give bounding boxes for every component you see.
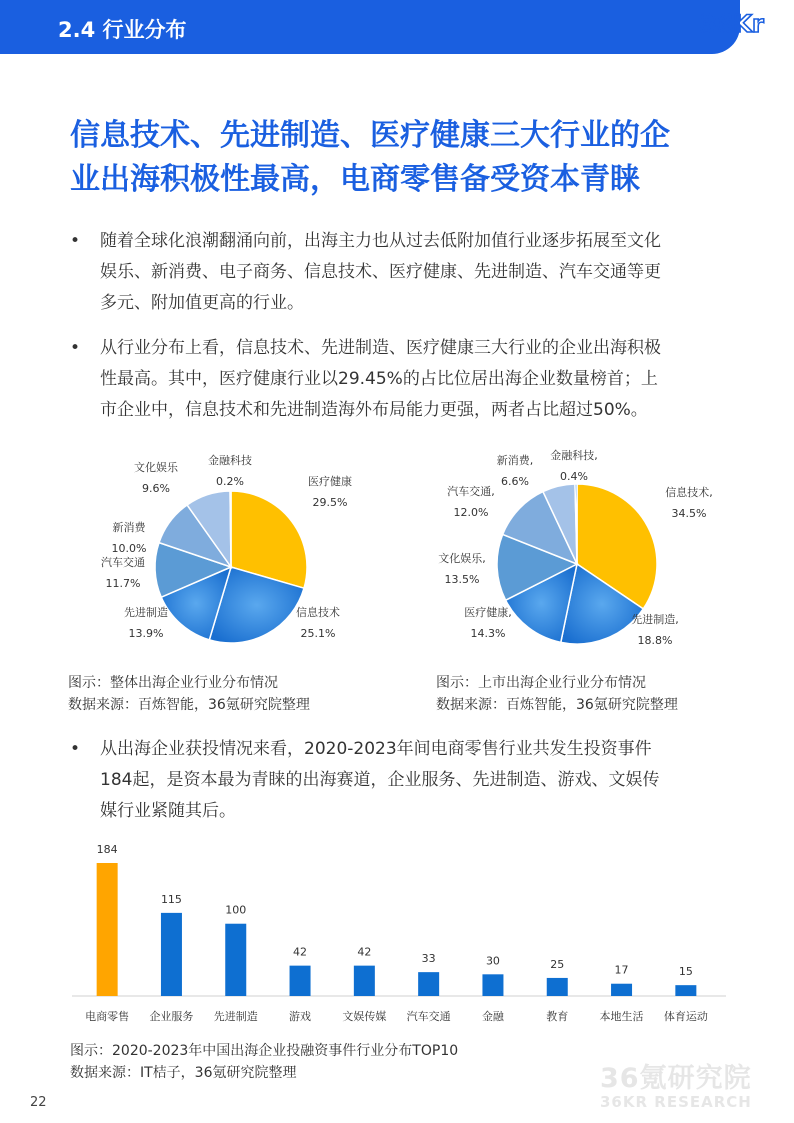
36kr-logo [698, 2, 794, 52]
logo-text: 36Kr [700, 10, 764, 38]
bar-value-label: 42 [293, 945, 308, 959]
pie-label: 新消费, [496, 454, 534, 467]
pie-value-label: 34.5% [671, 507, 707, 520]
pie-label: 先进制造, [631, 613, 679, 626]
bar-value-label: 17 [614, 963, 629, 977]
pie-label: 金融科技, [550, 449, 598, 462]
bar-category-label: 教育 [546, 1010, 569, 1023]
pie-label: 文化娱乐 [134, 461, 178, 474]
bar [547, 978, 568, 996]
pie-label: 文化娱乐, [438, 552, 486, 565]
bar-value-label: 25 [550, 957, 565, 971]
bar-category-label: 电商零售 [85, 1010, 130, 1023]
pie-value-label: 9.6% [142, 482, 170, 495]
watermark [600, 1056, 752, 1111]
pie-value-label: 14.3% [470, 627, 506, 640]
bar [482, 974, 503, 996]
bar [354, 966, 375, 996]
bar [97, 863, 118, 996]
paragraph-line: 性最高。其中，医疗健康行业以29.45%的占比位居出海企业数量榜首；上 [100, 369, 658, 389]
bar-category-label: 汽车交通 [406, 1010, 451, 1023]
pie-label: 信息技术 [296, 606, 340, 619]
pie-label: 汽车交通, [447, 485, 495, 498]
pie-label: 先进制造 [124, 606, 168, 619]
pie-value-label: 29.5% [312, 496, 348, 509]
paragraph-line: 184起，是资本最为青睐的出海赛道，企业服务、先进制造、游戏、文娱传 [100, 770, 660, 790]
pie-value-label: 12.0% [453, 506, 489, 519]
bar-value-label: 15 [678, 965, 693, 979]
paragraph-line: 从行业分布上看，信息技术、先进制造、医疗健康三大行业的企业出海积极 [100, 338, 661, 358]
chart-source: 数据来源：IT桔子，36氪研究院整理 [70, 1065, 297, 1081]
page-number: 22 [30, 1095, 47, 1110]
bar-value-label: 184 [96, 843, 118, 856]
chart-caption: 图示：2020-2023年中国出海企业投融资事件行业分布TOP10 [70, 1043, 459, 1059]
bar-value-label: 100 [225, 903, 247, 917]
bar [611, 984, 632, 996]
pie-label: 汽车交通 [101, 556, 145, 569]
bar-value-label: 30 [485, 954, 500, 968]
bar-category-label: 文娱传媒 [342, 1010, 387, 1023]
bar-category-label: 金融 [481, 1010, 504, 1023]
paragraph-line: 市企业中，信息技术和先进制造海外布局能力更强，两者占比超过50%。 [100, 400, 648, 420]
pie-label: 金融科技 [208, 454, 252, 467]
bullet-dot: • [70, 231, 81, 251]
paragraph-line: 媒行业紧随其后。 [100, 801, 236, 821]
watermark-cn: 36氪研究院 [600, 1063, 752, 1094]
pie-label: 医疗健康 [308, 475, 352, 488]
bar-category-label: 体育运动 [663, 1010, 708, 1023]
pie-chart-overall [60, 445, 390, 660]
pie-slice [230, 491, 231, 567]
pie-value-label: 0.2% [216, 475, 244, 488]
pie-value-label: 13.5% [444, 573, 480, 586]
bullet-dot: • [70, 338, 81, 358]
section-title: 2.4 行业分布 [58, 18, 187, 42]
chart-caption: 图示：上市出海企业行业分布情况 [436, 675, 646, 691]
bar-category-label: 游戏 [289, 1010, 312, 1023]
bar [418, 972, 439, 996]
section-header-bar [0, 0, 740, 54]
pie-label: 信息技术, [665, 486, 713, 499]
headline-line: 业出海积极性最高，电商零售备受资本青睐 [70, 162, 640, 197]
chart-source: 数据来源：百炼智能，36氪研究院整理 [436, 697, 678, 713]
pie-label: 新消费 [112, 521, 146, 534]
bar-category-label: 企业服务 [149, 1010, 194, 1023]
chart-caption: 图示：整体出海企业行业分布情况 [68, 675, 278, 691]
paragraph-line: 娱乐、新消费、电子商务、信息技术、医疗健康、先进制造、汽车交通等更 [100, 262, 661, 282]
paragraph-line: 多元、附加值更高的行业。 [100, 293, 304, 313]
pie-chart-listed [425, 440, 725, 660]
bar-value-label: 42 [357, 945, 372, 959]
paragraph-line: 随着全球化浪潮翻涌向前，出海主力也从过去低附加值行业逐步拓展至文化 [100, 231, 661, 251]
bar-chart-investment [70, 835, 730, 1035]
pie-value-label: 18.8% [637, 634, 673, 647]
bullet-dot: • [70, 739, 81, 759]
bar [290, 966, 311, 996]
bar-category-label: 本地生活 [599, 1010, 644, 1023]
bar-value-label: 33 [421, 952, 436, 966]
watermark-en: 36KR RESEARCH [600, 1093, 752, 1111]
pie-value-label: 13.9% [128, 627, 164, 640]
chart-source: 数据来源：百炼智能，36氪研究院整理 [68, 697, 310, 713]
bar [675, 985, 696, 996]
headline-line: 信息技术、先进制造、医疗健康三大行业的企 [70, 118, 670, 153]
paragraph-line: 从出海企业获投情况来看，2020-2023年间电商零售行业共发生投资事件 [100, 739, 652, 759]
pie-value-label: 11.7% [105, 577, 141, 590]
bar-category-label: 先进制造 [213, 1010, 258, 1023]
pie-value-label: 10.0% [111, 542, 147, 555]
pie-label: 医疗健康, [464, 606, 512, 619]
page-headline [70, 114, 740, 202]
bar [161, 913, 182, 996]
pie-value-label: 0.4% [560, 470, 588, 483]
bar-value-label: 115 [160, 892, 182, 906]
bar [225, 924, 246, 996]
pie-value-label: 25.1% [300, 627, 336, 640]
pie-value-label: 6.6% [501, 475, 529, 488]
